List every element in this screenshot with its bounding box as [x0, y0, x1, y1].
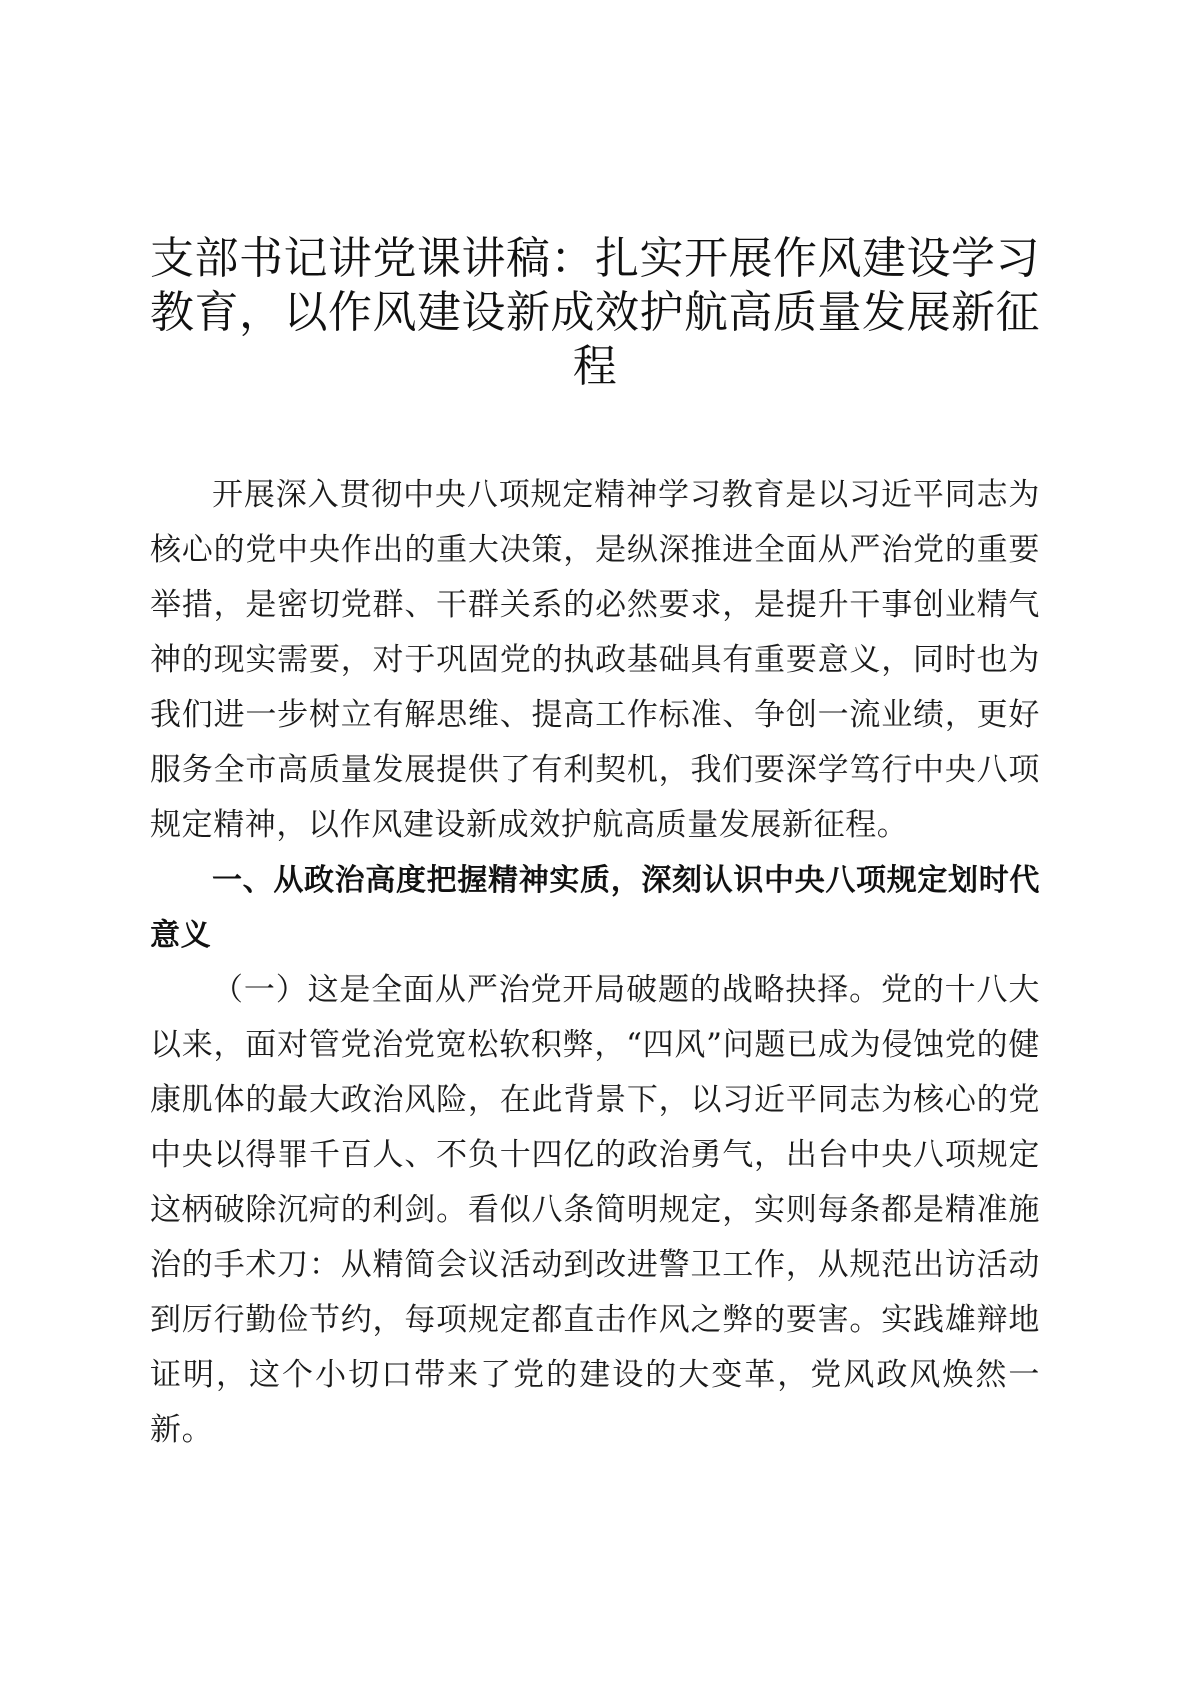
intro-paragraph: 开展深入贯彻中央八项规定精神学习教育是以习近平同志为核心的党中央作出的重大决策，是纵深推进全面从严治党的重要举措，是密切党群、干群关系的必然要求，是提升干事创业精气神的现实需要，对于巩固党的执政基础具有重要意义，同时也为我们进一步树立有解思维、提高工作标准、争创一流业绩，更好服务全市高质量发展提供了有利契机，我们要深学笃行中央八项规定精神，以作风建设新成效护航高质量发展新征程。 — [150, 477, 1040, 843]
subsection-lead-1: （一）这是全面从严治党开局破题的战略抉择。 — [212, 972, 881, 1008]
section-heading-1: 一、从政治高度把握精神实质，深刻认识中央八项规定划时代意义 — [150, 863, 1040, 953]
document-title: 支部书记讲党课讲稿：扎实开展作风建设学习教育，以作风建设新成效护航高质量发展新征程 — [150, 233, 1040, 392]
subsection-paragraph-1 — [150, 963, 1040, 1458]
document-body — [150, 468, 1040, 1458]
subsection-body-1: 党的十八大以来，面对管党治党宽松软积弊，“四风”问题已成为侵蚀党的健康肌体的最大政治风险，在此背景下，以习近平同志为核心的党中央以得罪千百人、不负十四亿的政治勇气，出台中央八项规定这柄破除沉疴的利剑。看似八条简明规定，实则每条都是精准施治的手术刀：从精简会议活动到改进警卫工作，从规范出访活动到厉行勤俭节约，每项规定都直击作风之弊的要害。实践雄辩地证明，这个小切口带来了党的建设的大变革，党风政风焕然一新。 — [150, 972, 1040, 1448]
